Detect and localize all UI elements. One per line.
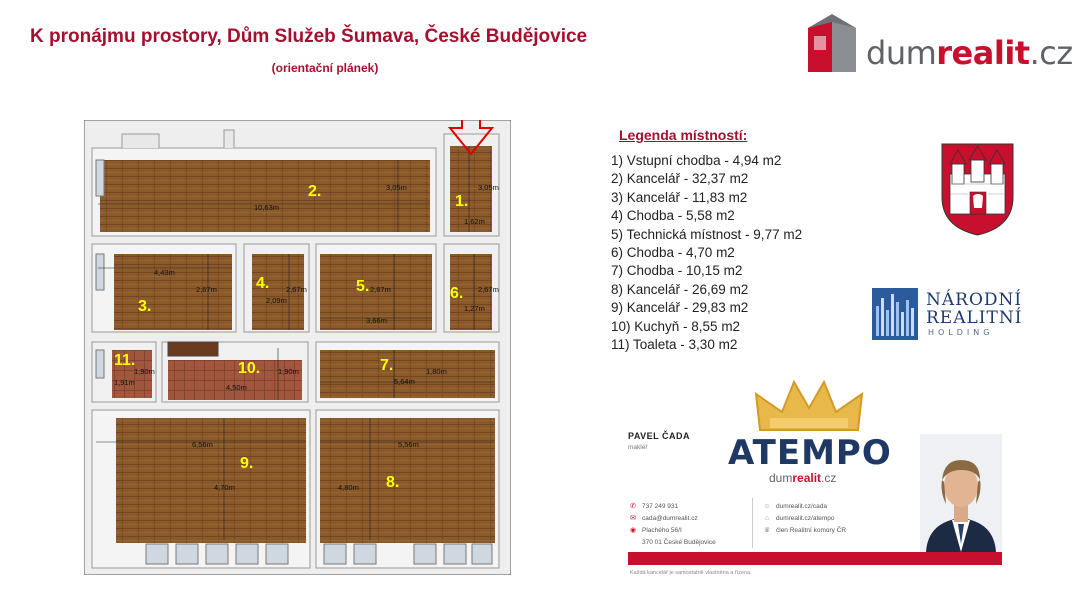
- room-legend: [611, 127, 861, 354]
- brand-suffix: .cz: [1029, 34, 1073, 72]
- city-bars-icon: [872, 288, 918, 340]
- dim-label: 3,05m: [386, 183, 407, 192]
- dim-label: 1,62m: [464, 217, 485, 226]
- room-label-10: 10.: [238, 360, 261, 377]
- brand-prefix: dum: [866, 34, 937, 72]
- crown-small-icon: ♛: [763, 527, 771, 534]
- dim-label: 1,27m: [464, 304, 485, 313]
- page-subtitle: (orientační plánek): [271, 61, 379, 75]
- agent-role: makléř: [628, 444, 648, 451]
- agent-photo: [920, 434, 1002, 552]
- link-chamber: ♛ člen Realitní komory ČR: [763, 526, 847, 534]
- legend-item: 11) Toaleta - 3,30 m2: [611, 337, 738, 353]
- room-label-11: 11.: [114, 352, 136, 369]
- room-label-6: 6.: [450, 285, 464, 302]
- agent-portrait: [920, 434, 1002, 552]
- legend-item: 3) Kancelář - 11,83 m2: [611, 189, 748, 205]
- dim-label: 3,66m: [366, 316, 387, 325]
- phone-icon: ✆: [630, 503, 636, 510]
- dim-label: 10,63m: [254, 203, 280, 212]
- company-name: ATEMPO: [728, 433, 892, 473]
- dim-label: 4,50m: [226, 383, 247, 392]
- company-sub: [769, 471, 836, 485]
- agent-name: PAVEL ČADA: [628, 431, 691, 441]
- contact-address-2: 370 01 České Budějovice: [642, 538, 716, 546]
- dim-label: 4,43m: [154, 268, 175, 277]
- contact-list: [628, 500, 716, 548]
- contact-phone[interactable]: ✆ 737 249 931: [628, 500, 716, 512]
- room-label-8: 8.: [386, 474, 400, 491]
- dim-label: 1,90m: [134, 367, 155, 376]
- room-7: [316, 342, 499, 402]
- nrh-line1: NÁRODNÍ: [926, 290, 1023, 310]
- room-label-9: 9.: [240, 455, 254, 472]
- house-logo-icon: [808, 14, 856, 72]
- legend-item: 4) Chodba - 5,58 m2: [611, 208, 735, 224]
- home-icon: ⌂: [764, 514, 770, 522]
- dim-label: 2,67m: [370, 285, 391, 294]
- legend-item: 2) Kancelář - 32,37 m2: [611, 171, 749, 187]
- divider: [752, 498, 753, 548]
- company-sub-prefix: dum: [769, 471, 793, 485]
- contact-address: ◉ Plachého 56/I: [629, 526, 682, 534]
- location-icon: ◉: [629, 527, 637, 534]
- person-icon: ☺: [763, 502, 771, 510]
- dim-label: 5,64m: [394, 377, 415, 386]
- room-label-4: 4.: [256, 275, 270, 292]
- room-label-1: 1.: [455, 193, 469, 210]
- room-label-7: 7.: [380, 357, 394, 374]
- legend-item: 10) Kuchyň - 8,55 m2: [611, 318, 741, 334]
- dim-label: 1,90m: [278, 367, 299, 376]
- mail-icon: ✉: [630, 515, 636, 522]
- agent-card: [612, 378, 1012, 583]
- legend-item: 5) Technická místnost - 9,77 m2: [611, 226, 803, 242]
- floor-plan: [84, 120, 511, 575]
- legend-heading: Legenda místností:: [619, 127, 748, 143]
- nrh-logo: [872, 288, 1022, 343]
- dim-label: 2,09m: [266, 296, 287, 305]
- contact-email[interactable]: ✉ cada@dumrealit.cz: [628, 512, 716, 524]
- room-9: [92, 410, 310, 568]
- room-label-5: 5.: [356, 278, 370, 295]
- link-office[interactable]: ⌂ dumrealit.cz/atempo: [762, 512, 846, 524]
- link-list: [762, 500, 846, 536]
- page-title: K pronájmu prostory, Dům Služeb Šumava, České Budějovice: [30, 26, 588, 47]
- dim-label: 5,56m: [398, 440, 419, 449]
- coat-of-arms-icon: [940, 142, 1015, 237]
- legend-item: 1) Vstupní chodba - 4,94 m2: [611, 153, 782, 168]
- dim-label: 1,91m: [114, 378, 135, 387]
- crown-icon: [754, 378, 864, 436]
- nrh-line3: HOLDING: [928, 328, 994, 337]
- dim-label: 1,80m: [426, 367, 447, 376]
- legend-item: 9) Kancelář - 29,83 m2: [611, 300, 749, 316]
- legend-item: 6) Chodba - 4,70 m2: [611, 245, 735, 261]
- nrh-line2: REALITNÍ: [926, 308, 1023, 328]
- legend-list: [611, 152, 861, 354]
- room-label-2: 2.: [308, 183, 322, 200]
- dim-label: 2,67m: [196, 285, 217, 294]
- legend-item: 7) Chodba - 10,15 m2: [611, 263, 743, 279]
- dim-label: 4,80m: [338, 483, 359, 492]
- dim-label: 6,56m: [192, 440, 213, 449]
- dim-label: 4,70m: [214, 483, 235, 492]
- card-red-bar: [628, 552, 1002, 565]
- dim-label: 2,67m: [286, 285, 307, 294]
- company-sub-suffix: .cz: [821, 471, 837, 485]
- link-agent[interactable]: ☺ dumrealit.cz/cada: [763, 502, 827, 510]
- company-sub-highlight: realit: [792, 471, 822, 485]
- legend-item: 8) Kancelář - 26,69 m2: [611, 281, 749, 297]
- room-label-3: 3.: [138, 298, 152, 315]
- dim-label: 2,67m: [478, 285, 499, 294]
- brand-highlight: realit: [936, 34, 1030, 72]
- dumrealit-logo[interactable]: [808, 14, 1073, 74]
- card-footnote: Každá kancelář je samostatně vlastněna a řízena.: [630, 570, 752, 576]
- dim-label: 3,05m: [478, 183, 499, 192]
